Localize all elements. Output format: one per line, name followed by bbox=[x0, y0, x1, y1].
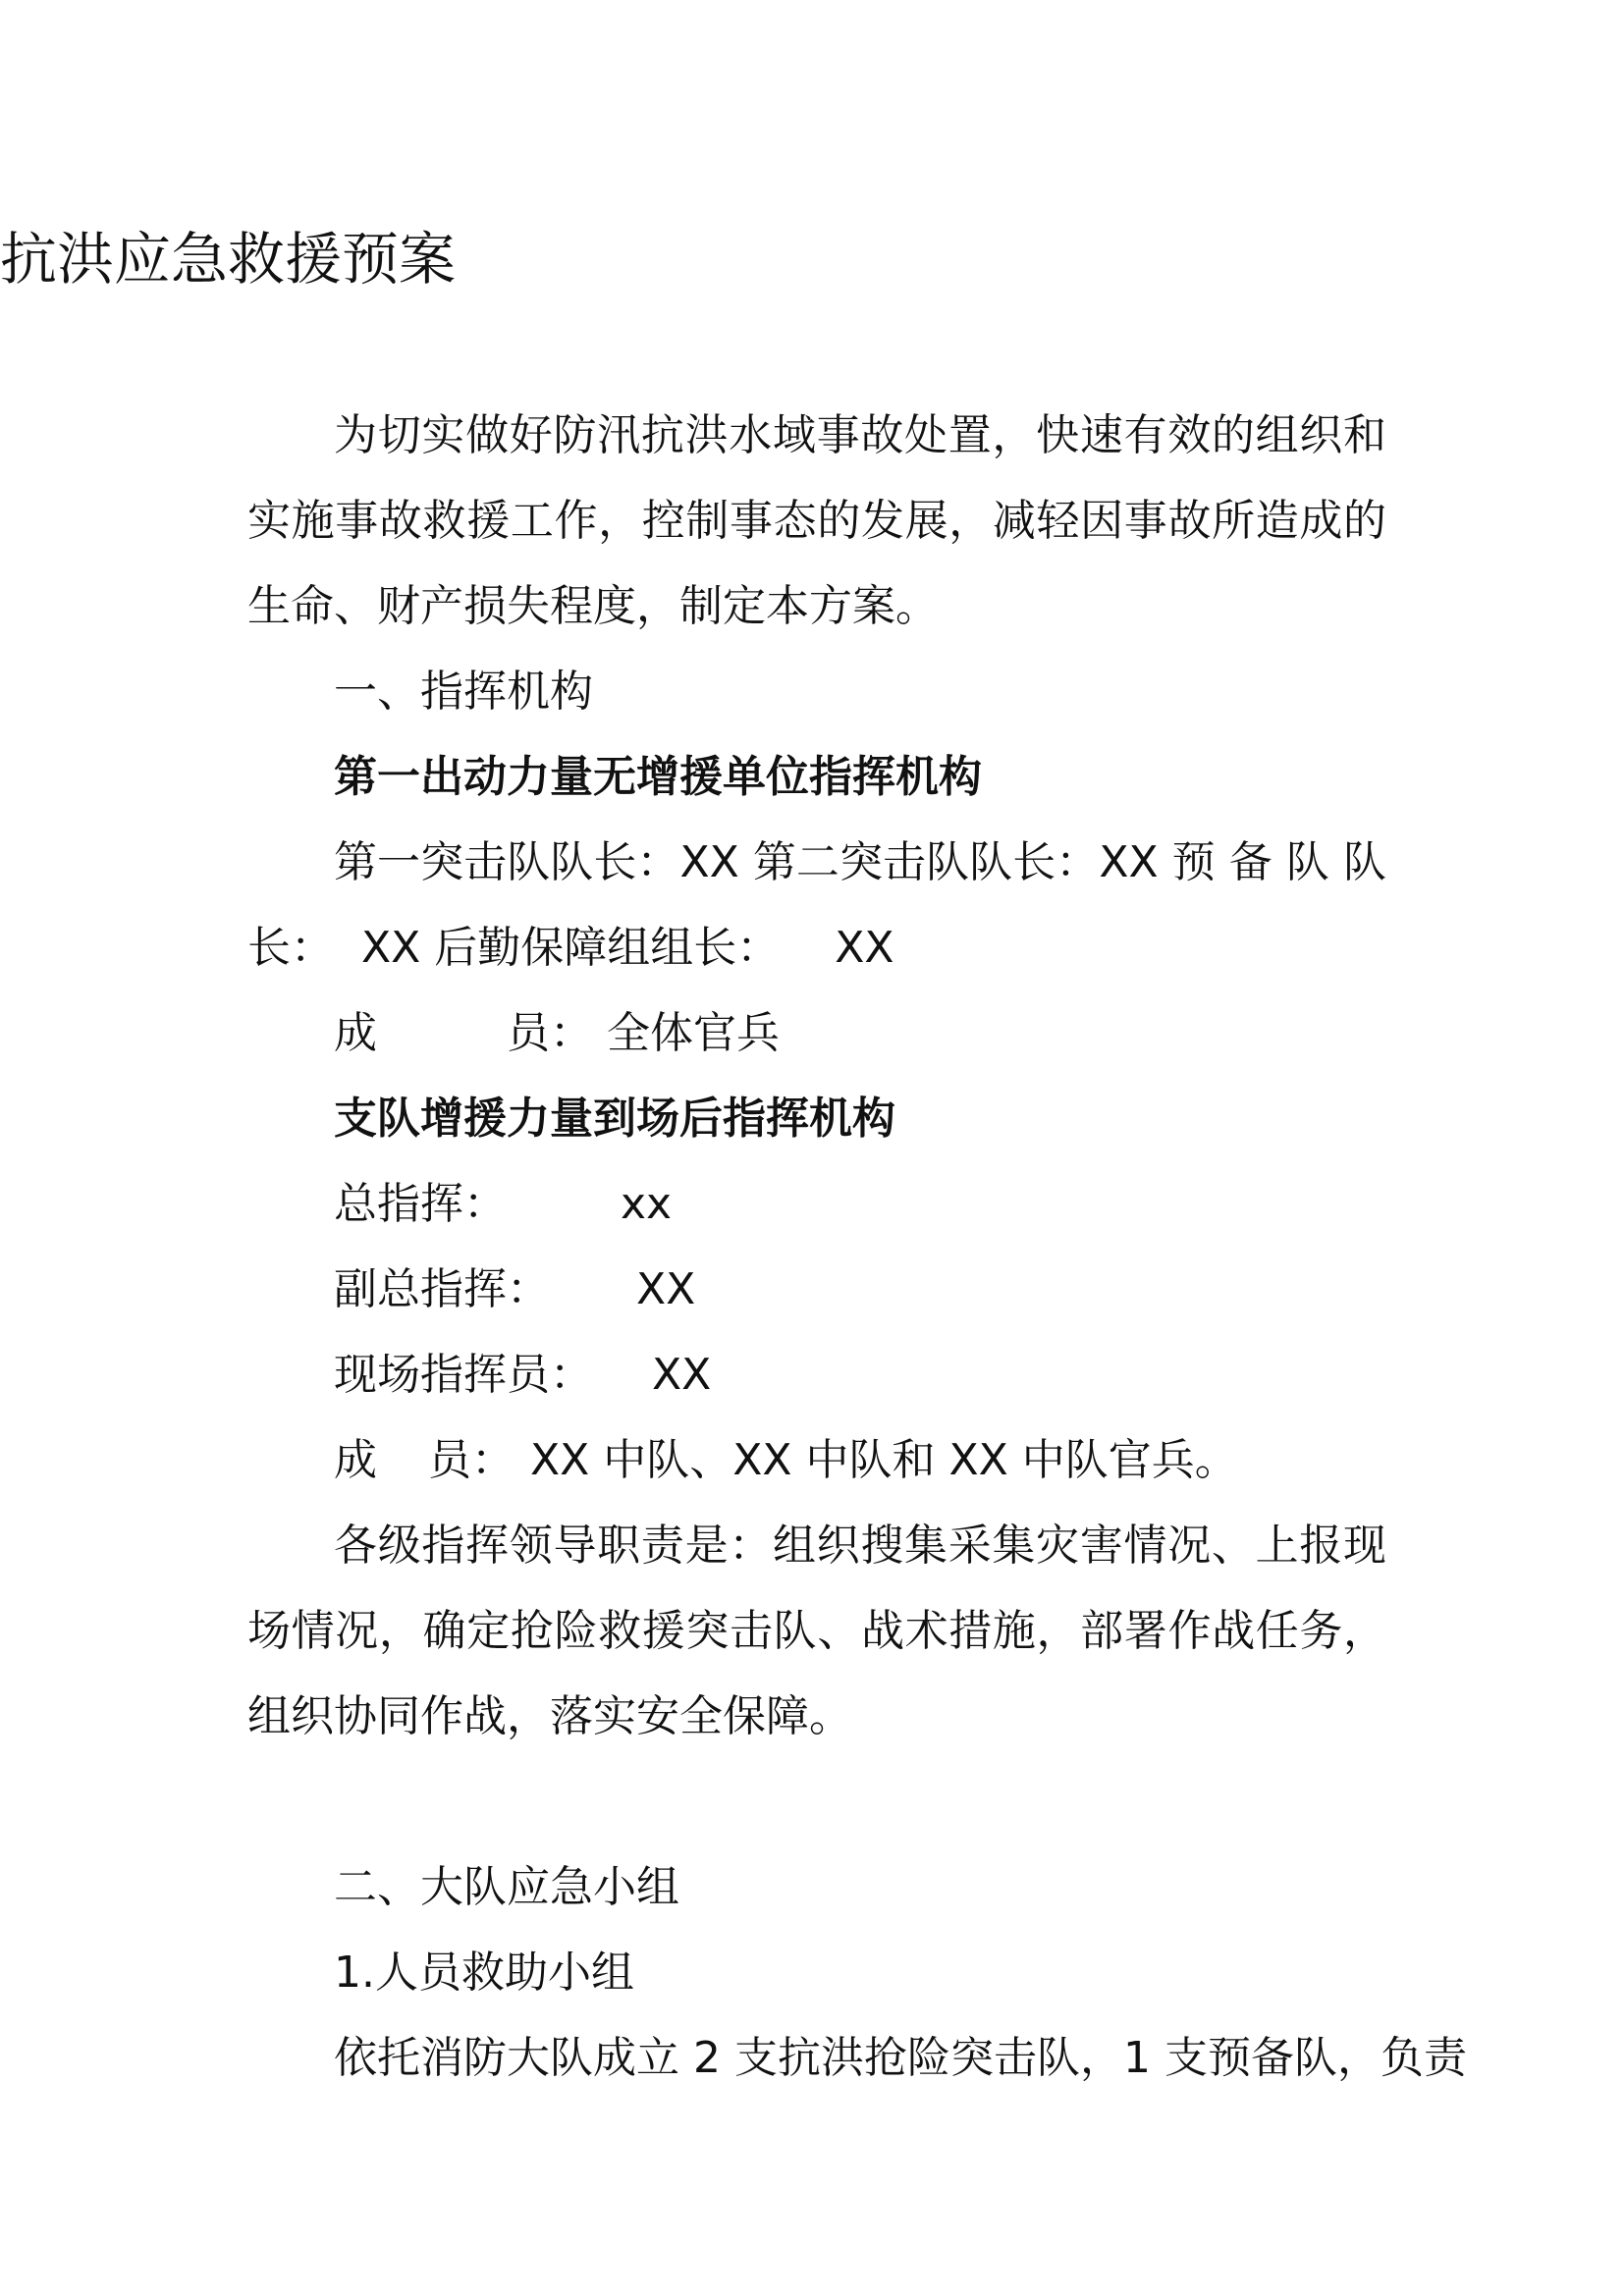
members-value: 全体官兵 bbox=[607, 1008, 780, 1058]
deputy-label: 副总指挥： bbox=[334, 1264, 550, 1314]
commander-line bbox=[247, 1161, 1386, 1247]
group-rescue-text: 依托消防大队成立 2 支抗洪抢险突击队，1 支预备队，负责 bbox=[334, 2033, 1467, 2083]
blank-line bbox=[247, 1759, 1386, 1844]
members-value: XX 中队、XX 中队和 XX 中队官兵。 bbox=[530, 1435, 1238, 1485]
section-heading-emergency-groups: 二、大队应急小组 bbox=[334, 1862, 679, 1912]
document-title: 抗洪应急救援预案 bbox=[0, 226, 457, 293]
field-commander-line bbox=[247, 1332, 1386, 1417]
subheading-reinforcement: 支队增援力量到场后指挥机构 bbox=[334, 1094, 895, 1144]
subheading-first-dispatch: 第一出动力量无增援单位指挥机构 bbox=[334, 752, 982, 802]
reinforcement-members-line bbox=[247, 1417, 1386, 1503]
deputy-commander-line bbox=[247, 1247, 1386, 1332]
members-label-char-1: 成 bbox=[334, 1008, 377, 1058]
document-body bbox=[247, 393, 1467, 2101]
first-dispatch-members bbox=[247, 990, 1386, 1076]
field-label: 现场指挥员： bbox=[334, 1350, 593, 1400]
duties-paragraph: 各级指挥领导职责是：组织搜集采集灾害情况、上报现场情况，确定抢险救援突击队、战术措施，部署作战任务，组织协同作战，落实安全保障。 bbox=[247, 1521, 1386, 1741]
members-label-char-1: 成 bbox=[334, 1435, 377, 1485]
section-heading-command: 一、指挥机构 bbox=[334, 667, 593, 717]
deputy-value: XX bbox=[636, 1264, 696, 1314]
members-label-char-2: 员： bbox=[428, 1435, 514, 1485]
members-label-char-2: 员： bbox=[507, 1008, 593, 1058]
commander-value: xx bbox=[621, 1179, 673, 1229]
intro-paragraph: 为切实做好防汛抗洪水域事故处置，快速有效的组织和实施事故救援工作，控制事态的发展，减轻因事故所造成的生命、财产损失程度，制定本方案。 bbox=[247, 410, 1386, 631]
first-dispatch-leaders: 第一突击队队长：XX 第二突击队队长：XX 预 备 队 队长： XX 后勤保障组组长： XX bbox=[247, 837, 1386, 973]
field-value: XX bbox=[652, 1350, 712, 1400]
commander-label: 总指挥： bbox=[334, 1179, 507, 1229]
group-heading-rescue: 1.人员救助小组 bbox=[334, 1948, 634, 1998]
